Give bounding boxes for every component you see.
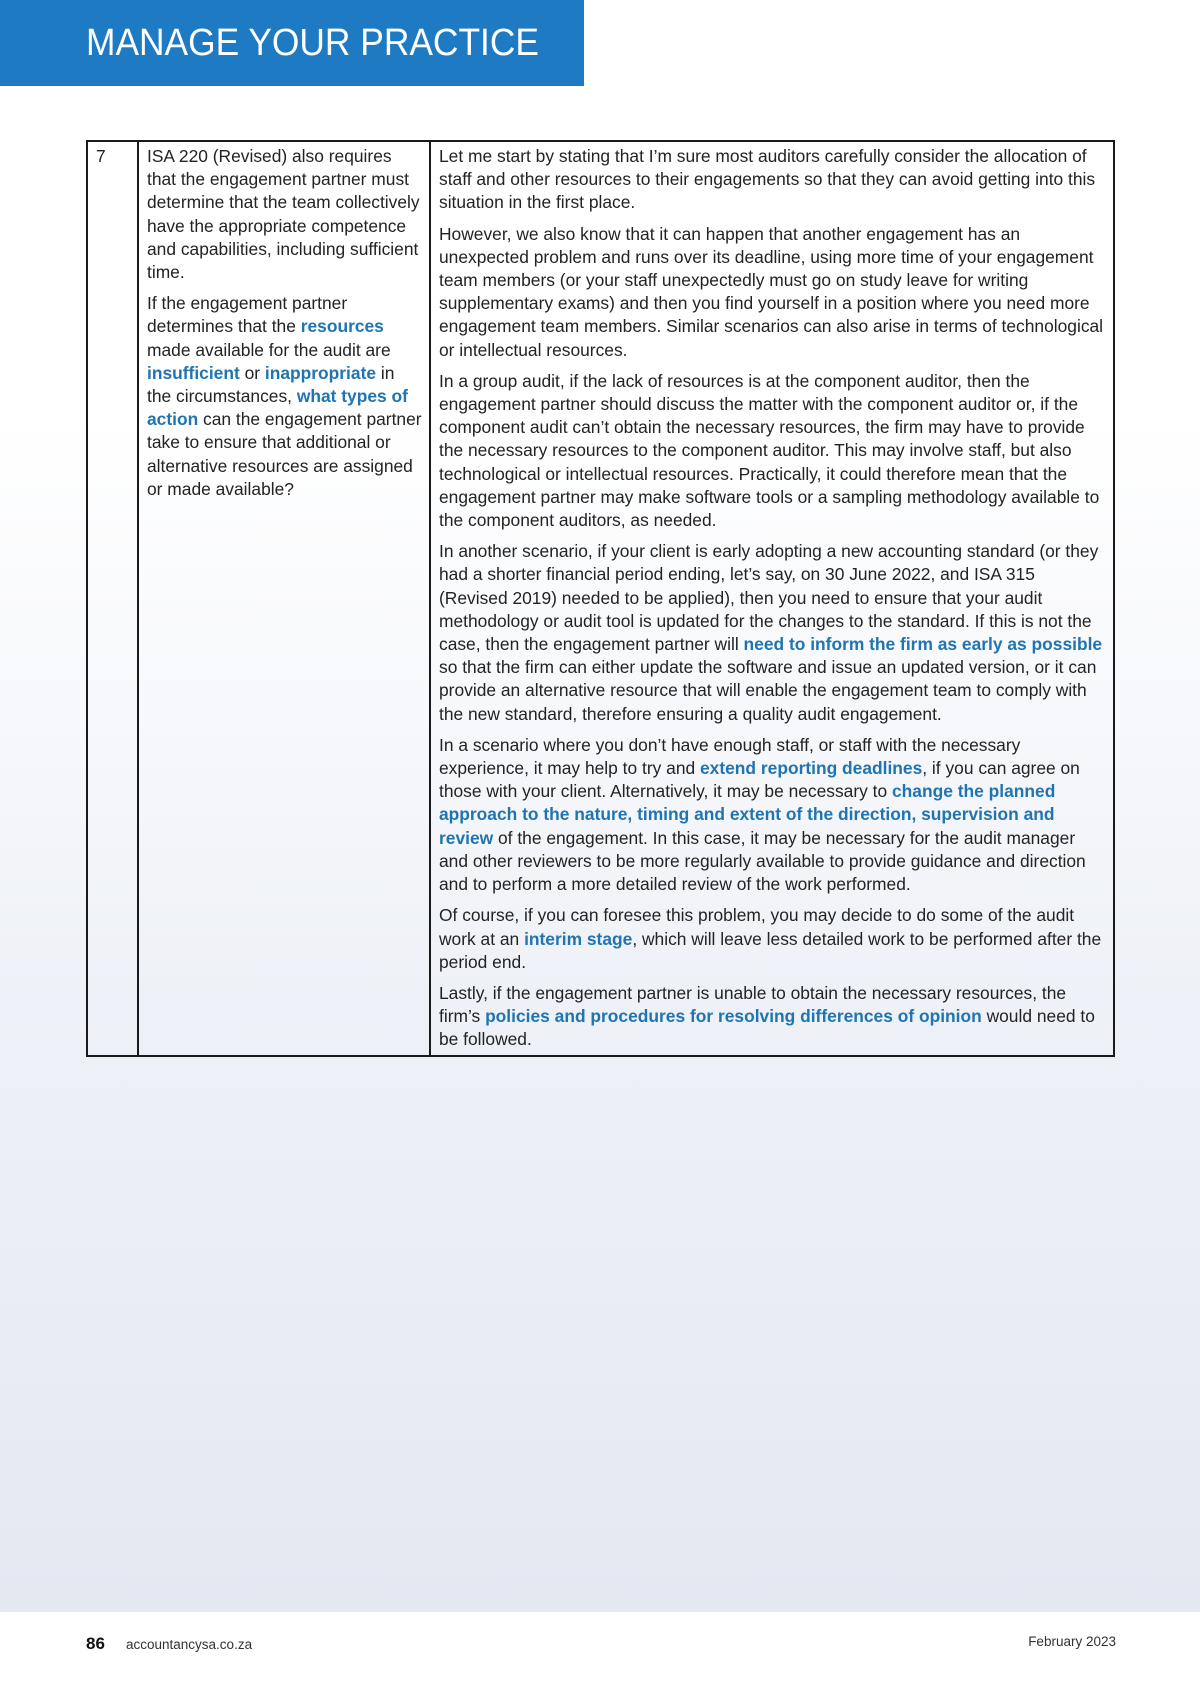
text-run: would need to be followed. [439, 1006, 1095, 1050]
text-run: made available for the audit are [147, 339, 391, 360]
page-number: 86 [86, 1634, 105, 1653]
highlighted-term: policies and procedures for resolving differences of opinion [485, 1006, 982, 1027]
answer-cell [430, 141, 1114, 1056]
highlighted-term: change the planned approach to the nature, timing and extent of the direction, supervision and review [439, 781, 1056, 848]
row-number: 7 [87, 141, 138, 1056]
table-row [87, 141, 1114, 1056]
answer-paragraph: Let me start by stating that I’m sure most auditors carefully consider the allocation of staff and other resources to their engagements so that they can avoid getting into this situation in the first place. [439, 146, 1096, 213]
question-paragraph: ISA 220 (Revised) also requires that the engagement partner must determine that the team collectively have the appropriate competence and capabilities, including sufficient time. [147, 146, 420, 283]
qa-table [86, 140, 1115, 1057]
text-run: of the engagement. In this case, it may be necessary for the audit manager and other reviewers to be more regularly available to provide guidance and direction and to perform a more detailed review of the work performed. [439, 827, 1086, 895]
highlighted-term: what types of action [147, 386, 408, 430]
text-run: , if you can agree on those with your client. Alternatively, it may be necessary to [439, 758, 1080, 802]
highlighted-term: insufficient [147, 362, 240, 383]
question-paragraph [147, 292, 422, 501]
text-run: Of course, if you can foresee this problem, you may decide to do some of the audit work at an [439, 905, 1075, 949]
answer-paragraph [439, 540, 1106, 726]
text-run: In a scenario where you don’t have enough staff, or staff with the necessary experience, it may help to try and [439, 734, 1021, 779]
text-run: in the circumstances, [147, 362, 395, 407]
highlighted-term: extend reporting deadlines [700, 758, 923, 779]
answer-paragraph: However, we also know that it can happen that another engagement has an unexpected problem and runs over its deadline, using more time of your engagement team members (or your staff unexpectedly must go on study leave for writing supplementary exams) and then you find yourself in a position where you need more engagement team members. Similar scenarios can also arise in terms of technological or intellectual resources. [439, 223, 1104, 360]
answer-paragraph [439, 734, 1106, 896]
answer-paragraph: In a group audit, if the lack of resources is at the component auditor, then the engagement partner should discuss the matter with the component auditor or, if the component audit can’t obtain the necessary resources, the firm may have to provide the necessary resources to the component auditor. This may involve staff, but also technological or intellectual resources. Practically, it could therefore mean that the engagement partner may make software tools or a sampling methodology available to the component auditors, as needed. [439, 370, 1100, 531]
highlighted-term: interim stage [524, 928, 633, 949]
text-run: , which will leave less detailed work to be performed after the period end. [439, 928, 1102, 972]
highlighted-term: inappropriate [264, 362, 377, 383]
section-title: MANAGE YOUR PRACTICE [86, 22, 539, 64]
highlighted-term: resources [300, 316, 384, 337]
highlighted-term: need to inform the firm as early as possible [743, 634, 1103, 655]
text-run: can the engagement partner take to ensure that additional or alternative resources are assigned or made available? [147, 409, 422, 499]
text-run: If the engagement partner determines that the [147, 293, 348, 337]
section-header-band [0, 0, 584, 86]
page-footer [0, 1612, 1200, 1696]
text-run: Lastly, if the engagement partner is unable to obtain the necessary resources, the firm’s [439, 982, 1067, 1027]
answer-paragraph [439, 904, 1106, 974]
website-url: accountancysa.co.za [126, 1637, 253, 1652]
text-run: In another scenario, if your client is early adopting a new accounting standard (or they had a shorter financial period ending, let’s say, on 30 June 2022, and ISA 315 (Revised 2019) needed to be applied), then you need to ensure that your audit methodology or audit tool is updated for the changes to the standard. If this is not the case, then the engagement partner will [439, 541, 1099, 655]
issue-date: February 2023 [1028, 1634, 1116, 1649]
question-cell [138, 141, 430, 1056]
text-run: or [239, 362, 265, 383]
text-run: so that the firm can either update the software and issue an updated version, or it can provide an alternative resource that will enable the engagement team to comply with the new standard, therefore ensuring a quality audit engagement. [439, 657, 1097, 724]
answer-paragraph [439, 982, 1106, 1052]
